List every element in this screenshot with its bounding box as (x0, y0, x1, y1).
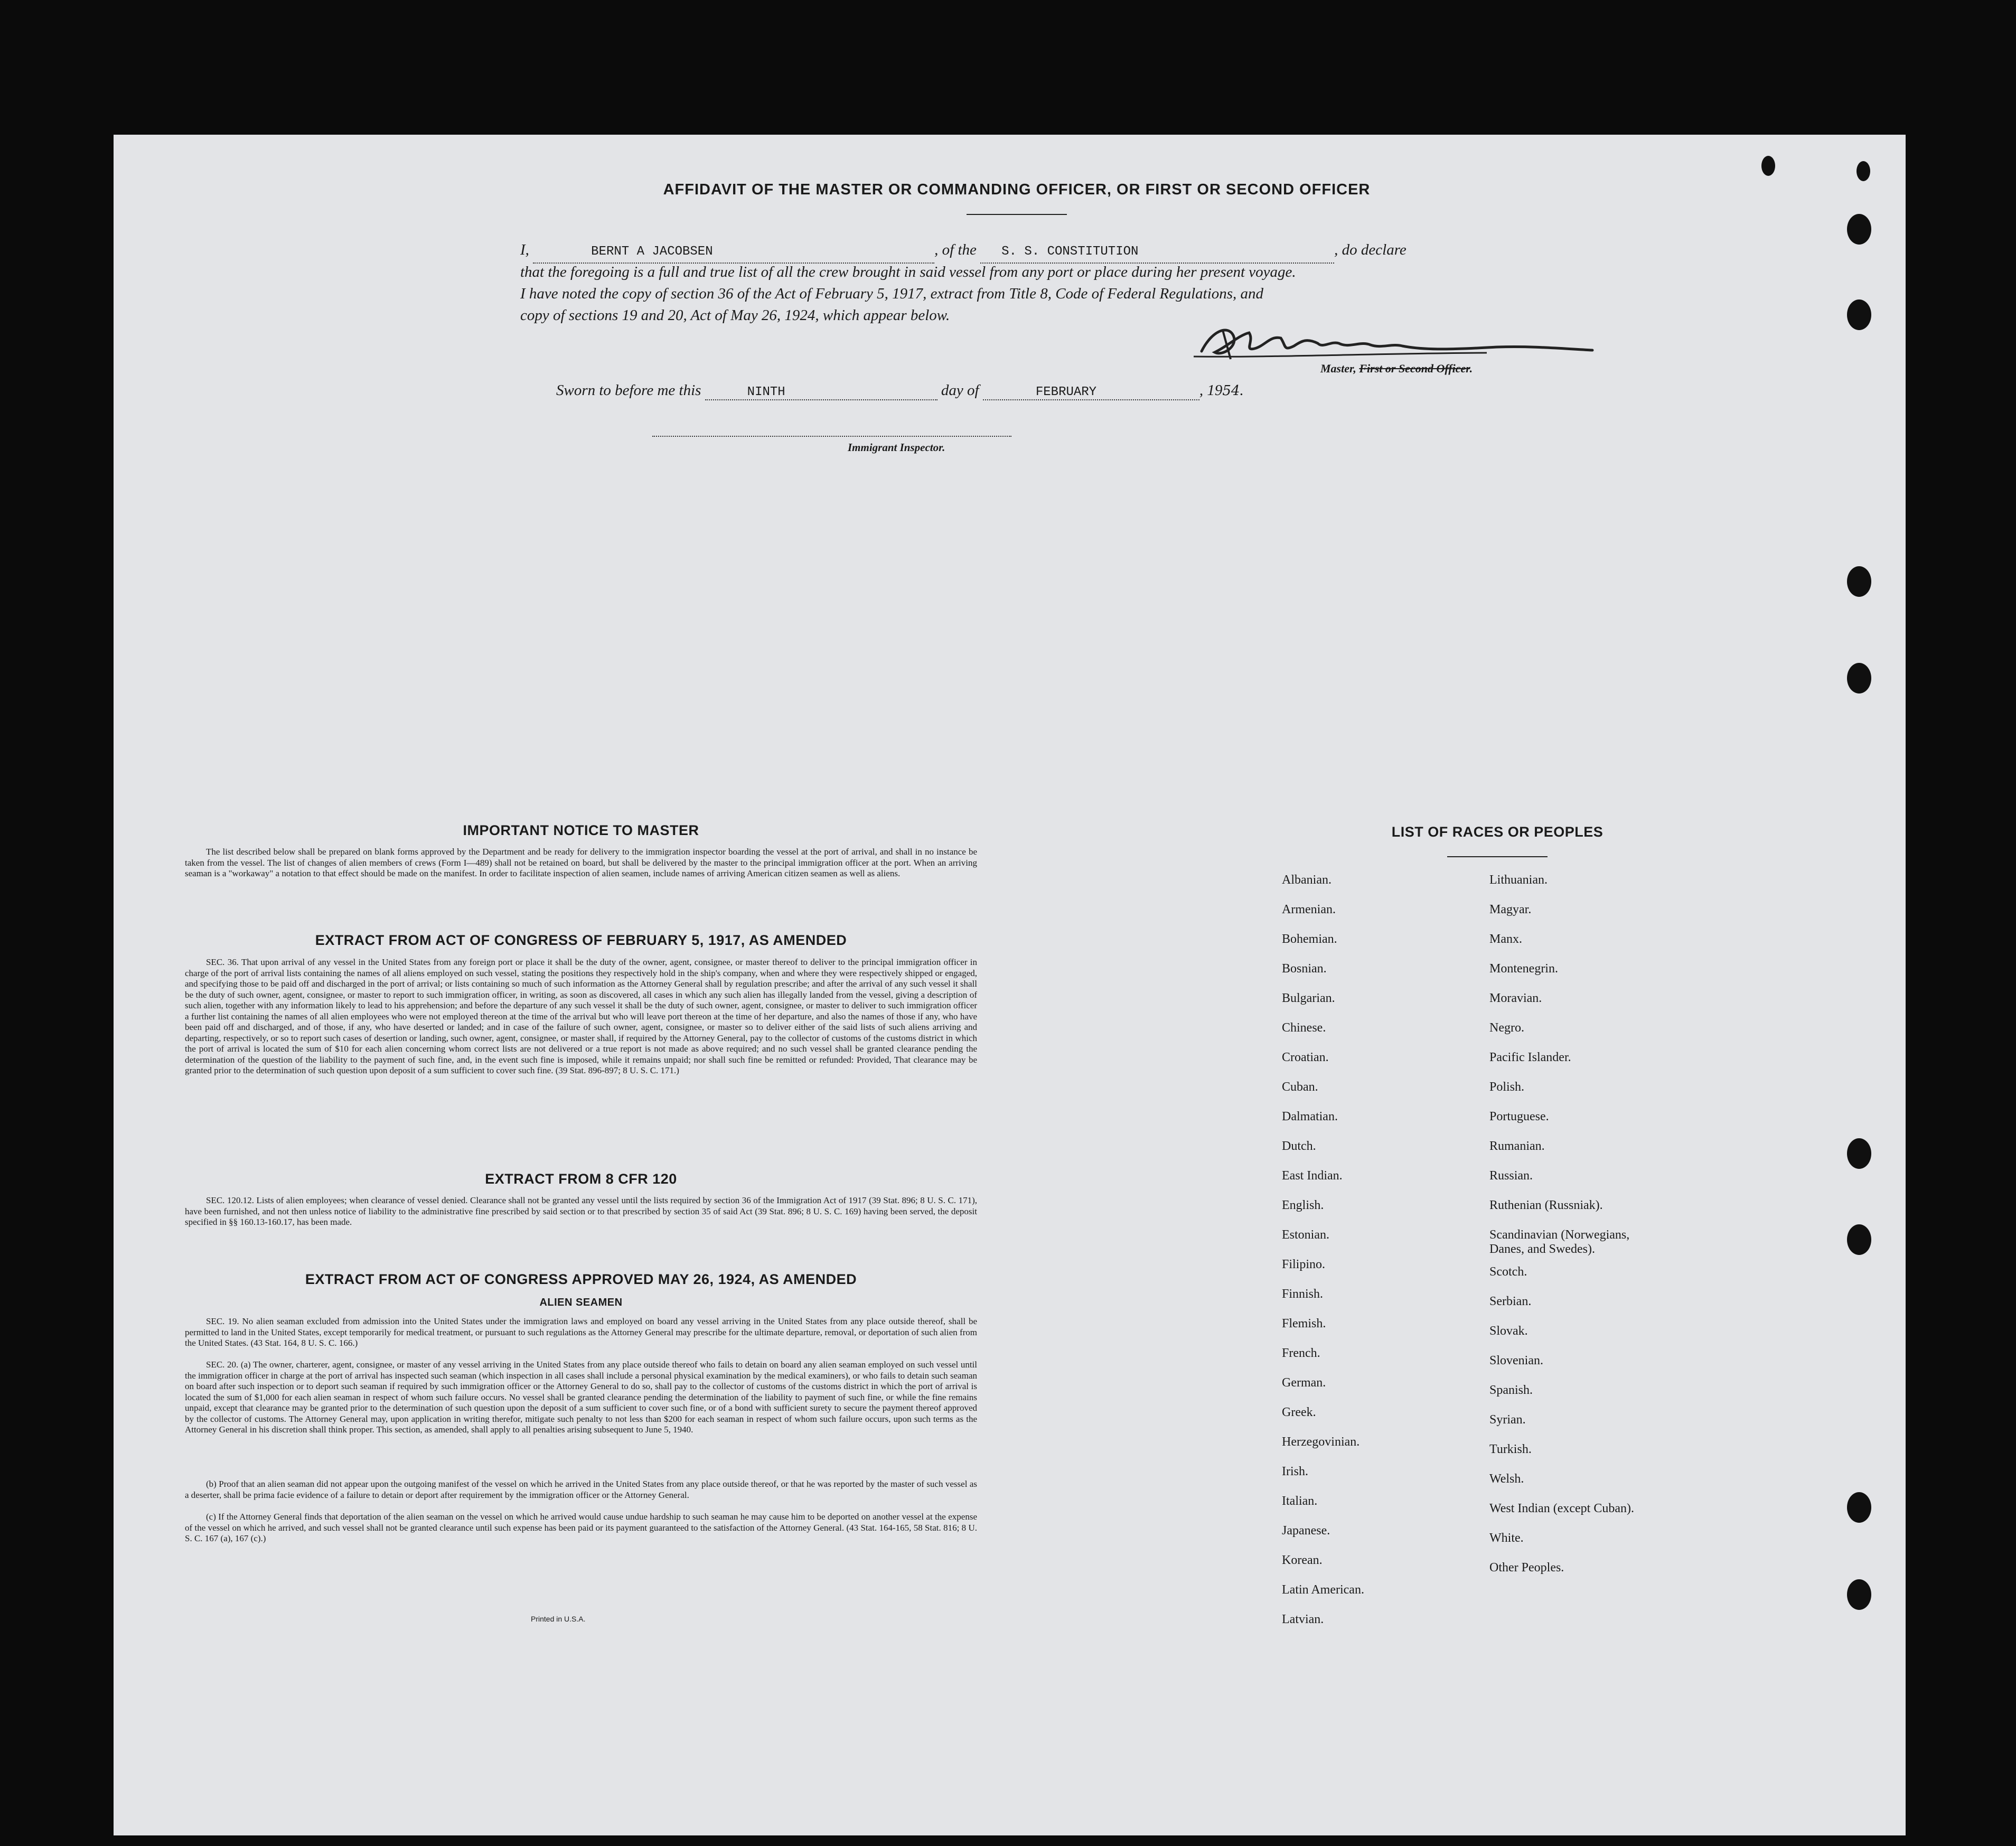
punch-hole (1847, 299, 1871, 330)
do-declare-label: , do declare (1334, 241, 1406, 258)
race-item: Polish. (1489, 1080, 1525, 1094)
race-item: Japanese. (1282, 1524, 1330, 1538)
race-item: Moravian. (1489, 991, 1542, 1005)
sworn-month-field: FEBRUARY (983, 385, 1199, 400)
race-item: Croatian. (1282, 1051, 1329, 1064)
races-title: LIST OF RACES OR PEOPLES (1391, 824, 1604, 840)
alien-seamen-subtitle: ALIEN SEAMEN (539, 1297, 623, 1308)
race-item: Cuban. (1282, 1080, 1318, 1094)
sec20b-body: (b) Proof that an alien seaman did not appear upon the outgoing manifest of the vessel on which he arrived in the United States from any place outside thereof, or that he was reported by the master of such vessel as a deserter, shall be prima facie evidence of a failure to detain or deport after requirement by the immigration officer or the Attorney General. (185, 1479, 977, 1500)
race-item: Dutch. (1282, 1139, 1316, 1153)
race-item: Scotch. (1489, 1265, 1527, 1279)
sec19-body: SEC. 19. No alien seaman excluded from admission into the United States under the immigration laws and employed on board any vessel arriving in the United States from any place outside thereof, shall be permitted to land in the United States, except temporarily for medical treatment, or pursuant to such regulations as the Attorney General may prescribe for the ultimate departure, removal, or deportation of such alien from the United States. (43 Stat. 164, 8 U. S. C. 166.) (185, 1316, 977, 1348)
race-item: Rumanian. (1489, 1139, 1545, 1153)
punch-hole (1847, 663, 1871, 694)
document-page (114, 135, 1906, 1835)
punch-hole (1847, 214, 1871, 245)
extract-1924-title: EXTRACT FROM ACT OF CONGRESS APPROVED MAY 26, 1924, AS AMENDED (305, 1271, 857, 1287)
i-prefix: I, (520, 241, 529, 258)
affidavit-line4: copy of sections 19 and 20, Act of May 26, 1924, which appear below. (520, 307, 950, 324)
inspector-signature-line (652, 436, 1011, 437)
of-the-label: , of the (934, 241, 977, 258)
race-item: Welsh. (1489, 1472, 1524, 1486)
master-signature (1191, 320, 1666, 367)
inspector-label: Immigrant Inspector. (848, 441, 945, 454)
punch-hole (1847, 1492, 1871, 1523)
race-item: Portuguese. (1489, 1110, 1549, 1123)
sec20c-body: (c) If the Attorney General finds that deportation of the alien seaman on the vessel on which he arrived would cause undue hardship to such seaman he may cause him to be deported on another vessel at the expense of the vessel on which he arrived, and such vessel shall not be granted clearance until such expense has been paid or its payment guaranteed to the satisfaction of the Attorney General. (43 Stat. 164-165, 58 Stat. 816; 8 U. S. C. 167 (a), 167 (c).) (185, 1512, 977, 1543)
affidavit-title: AFFIDAVIT OF THE MASTER OR COMMANDING OFFICER, OR FIRST OR SECOND OFFICER (663, 181, 1371, 198)
race-item: Negro. (1489, 1021, 1524, 1035)
race-item: Pacific Islander. (1489, 1051, 1571, 1064)
race-item: Finnish. (1282, 1287, 1324, 1301)
race-item: Scandinavian (Norwegians, Danes, and Swedes). (1489, 1228, 1630, 1256)
punch-hole (1761, 156, 1775, 176)
extract-1917-body: SEC. 36. That upon arrival of any vessel in the United States from any foreign port or place it shall be the duty of the owner, agent, consignee, or master thereof to deliver to the principal immigration officer in charge of the port of arrival lists containing the names of all aliens employed on such vessel, stating the positions they respectively hold in the ship's company, when and where they were respectively shipped or engaged, and specifying those to be paid off and discharged in the port of arrival; or lists containing so much of such information as the Attorney General shall by regulation prescribe; and after the arrival of any such vessel it shall be the duty of such owner, agent, consignee, or master to report to such immigration officer, in writing, as soon as discovered, all cases in which any such alien has illegally landed from the vessel, giving a description of such alien, together with any information likely to lead to his apprehension; and before the departure of any such vessel it shall be the duty of such owner, agent, consignee, or master to deliver to such immigration officer a further list containing the names of all alien employees who were not employed thereon at the time of the arrival but who will leave port thereon at the time of her departure, and also the names of those if any, who have been paid off and discharged, and of those, if any, who have deserted or landed; and in case of the failure of such owner, agent, consignee, or master so to deliver either of the said lists of such aliens arriving and departing, respectively, or so to report such cases of desertion or landing, such owner, agent, consignee, or master shall, if required by the Attorney General, pay to the collector of customs of the customs district in which the port of arrival is located the sum of $10 for each alien concerning whom correct lists are not delivered or a true report is not made as above required; and no such vessel shall be granted clearance pending the determination of the question of the liability to the payment of such fine, and, in the event such fine is imposed, while it remains unpaid; nor shall such fine be remitted or refunded: Provided, That clearance may be granted prior to the determination of such question upon deposit of a sum sufficient to cover such fine. (39 Stat. 896-897; 8 U. S. C. 171.) (185, 957, 977, 1075)
race-item: Greek. (1282, 1405, 1316, 1419)
race-item: Bohemian. (1282, 932, 1337, 946)
title-rule (967, 214, 1067, 215)
race-item: Spanish. (1489, 1383, 1533, 1397)
punch-hole (1847, 1579, 1871, 1610)
extract-cfr-body: SEC. 120.12. Lists of alien employees; when clearance of vessel denied. Clearance shall not be granted any vessel until the lists required by section 36 of the Immigration Act of 1917 (39 Stat. 896; 8 U. S. C. 171), have been furnished, and not then unless notice of liability to the administrative fine prescribed by said section or to that prescribed by section 35 of said Act (39 Stat. 896; 8 U. S. C. 169) having been served, the deposit specified in §§ 160.13-160.17, has been made. (185, 1195, 977, 1227)
master-name-field: BERNT A JACOBSEN (533, 241, 934, 264)
race-item: Other Peoples. (1489, 1561, 1564, 1575)
extract-1917-title: EXTRACT FROM ACT OF CONGRESS OF FEBRUARY 5, 1917, AS AMENDED (315, 932, 847, 948)
master-caption: Master, (1320, 362, 1356, 375)
race-item: English. (1282, 1198, 1324, 1212)
printed-in-usa: Printed in U.S.A. (531, 1615, 586, 1623)
signature-caption (1320, 362, 1473, 376)
race-item: Albanian. (1282, 873, 1332, 887)
race-item: Bulgarian. (1282, 991, 1335, 1005)
race-item: Latin American. (1282, 1583, 1364, 1597)
race-item: Slovenian. (1489, 1354, 1543, 1367)
race-item: Estonian. (1282, 1228, 1329, 1242)
race-item: Filipino. (1282, 1258, 1326, 1271)
race-item: Chinese. (1282, 1021, 1326, 1035)
sworn-line (556, 382, 1244, 400)
race-item: Herzegovinian. (1282, 1435, 1360, 1449)
day-of-label: day of (941, 382, 979, 399)
race-item: Russian. (1489, 1169, 1533, 1183)
race-item: German. (1282, 1376, 1326, 1390)
race-item: Armenian. (1282, 903, 1336, 916)
sec20a-body: SEC. 20. (a) The owner, charterer, agent, consignee, or master of any vessel arriving in the United States from any place outside thereof who fails to detain on board any alien seaman employed on such vessel until the immigration officer in charge at the port of arrival has inspected such seaman (which inspection in all cases shall include a personal physical examination by the medical examiners), or who fails to detain such seaman on board after such inspection or to deport such seaman if required by such immigration officer or the Attorney General to do so, shall pay to the collector of customs of the customs district in which the port of arrival is located the sum of $1,000 for each alien seaman in respect of whom such failure occurs. No vessel shall be granted clearance pending the determination of the liability to payment of such fine, or while the fine remains unpaid, except that clearance may be granted prior to the determination of such question upon the deposit of a sum sufficient to cover such fine, or of a bond with sufficient surety to secure the payment thereof approved by the collector of customs. The Attorney General may, upon application in writing therefor, mitigate such penalty to not less than $200 for each seaman in respect of whom such failure occurs, upon such terms as the Attorney General in his discretion shall think proper. This section, as amended, shall apply to all penalties arising subsequent to June 5, 1940. (185, 1360, 977, 1435)
caption-end: . (1469, 362, 1473, 375)
extract-cfr-title: EXTRACT FROM 8 CFR 120 (485, 1171, 677, 1187)
sworn-day-field: NINTH (705, 385, 937, 400)
race-item: Slovak. (1489, 1324, 1528, 1338)
affidavit-line3: I have noted the copy of section 36 of the Act of February 5, 1917, extract from Title 8, Code of Federal Regulations, and (520, 285, 1264, 302)
race-item: French. (1282, 1346, 1320, 1360)
races-title-rule (1447, 856, 1548, 857)
race-item: West Indian (except Cuban). (1489, 1502, 1634, 1515)
punch-hole (1847, 1224, 1871, 1255)
race-item: Syrian. (1489, 1413, 1526, 1427)
race-item: Ruthenian (Russniak). (1489, 1198, 1603, 1212)
year-end: . (1240, 382, 1244, 399)
race-item: Serbian. (1489, 1295, 1532, 1308)
notice-title: IMPORTANT NOTICE TO MASTER (463, 822, 699, 838)
struck-officer-caption: First or Second Officer (1359, 362, 1470, 375)
race-item: Lithuanian. (1489, 873, 1548, 887)
affidavit-declaration (520, 239, 1513, 264)
race-item: Italian. (1282, 1494, 1318, 1508)
vessel-name-field: S. S. CONSTITUTION (980, 241, 1334, 264)
sworn-prefix: Sworn to before me this (556, 382, 701, 399)
race-item: Manx. (1489, 932, 1522, 946)
race-item: Montenegrin. (1489, 962, 1558, 976)
punch-hole (1847, 1138, 1871, 1169)
race-item: Dalmatian. (1282, 1110, 1338, 1123)
year-handwritten: 54 (1222, 383, 1240, 399)
punch-hole (1856, 161, 1870, 181)
race-item: Bosnian. (1282, 962, 1327, 976)
race-item: Korean. (1282, 1553, 1323, 1567)
notice-body: The list described below shall be prepared on blank forms approved by the Department and be ready for delivery to the immigration inspector boarding the vessel at the port of arrival, and shall in no instance be taken from the vessel. The list of changes of alien members of crews (Form I—489) shall not be retained on board, but shall be delivered by the master to the principal immigration officer at the port. When an arriving seaman is a "workaway" a notation to that effect should be made on the manifest. In order to facilitate inspection of alien seamen, include names of arriving American citizen seamen as well as aliens. (185, 847, 977, 878)
race-item: Flemish. (1282, 1317, 1326, 1330)
punch-hole (1847, 566, 1871, 597)
race-item: Latvian. (1282, 1613, 1324, 1626)
affidavit-line2: that the foregoing is a full and true list of all the crew brought in said vessel from any port or place during her present voyage. (520, 264, 1296, 280)
year-prefix: , 19 (1199, 382, 1223, 399)
race-item: Turkish. (1489, 1442, 1532, 1456)
race-item: Irish. (1282, 1465, 1308, 1478)
race-item: White. (1489, 1531, 1524, 1545)
race-item: East Indian. (1282, 1169, 1343, 1183)
race-item: Magyar. (1489, 903, 1532, 916)
